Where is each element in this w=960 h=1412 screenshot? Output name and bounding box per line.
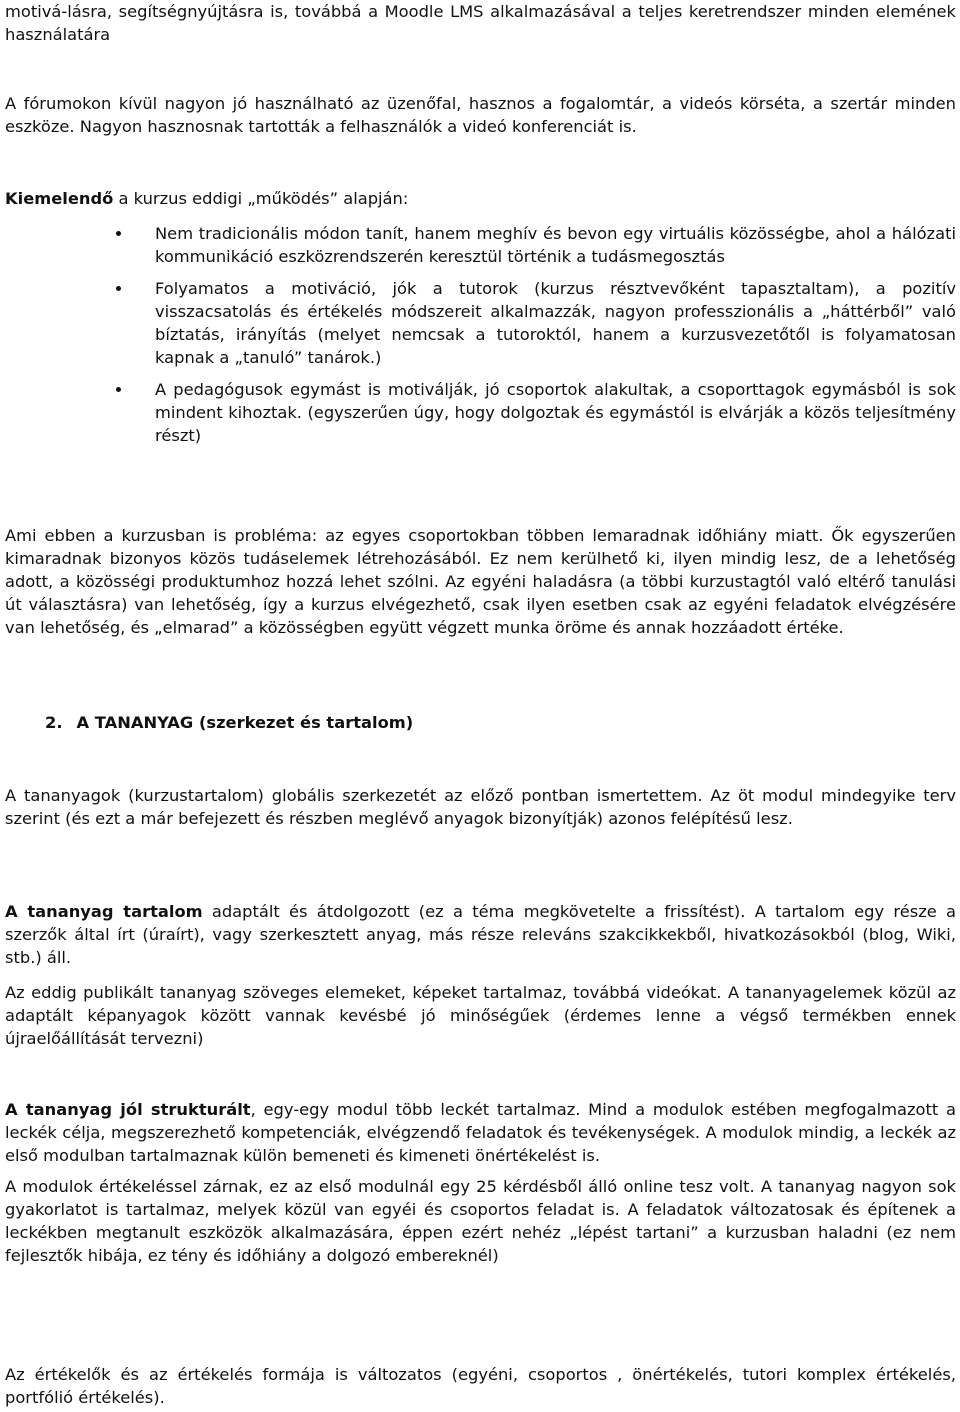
list-item <box>5 222 956 268</box>
intro-paragraph-1: motivá-lásra, segítségnyújtásra is, továbbá a Moodle LMS alkalmazásával a teljes keretrendszer minden elemének használatára <box>5 2 956 44</box>
highlight-bullet-list <box>5 222 956 447</box>
highlight-lead-rest: a kurzus eddigi „működés” alapján: <box>113 189 409 208</box>
bullet-dot <box>116 231 121 236</box>
highlight-lead-bold: Kiemelendő <box>5 189 114 208</box>
evaluators-paragraph: Az értékelők és az értékelés formája is változatos (egyéni, csoportos , önértékelés, tutori komplex értékelés, portfólió értékelés). <box>5 1365 956 1407</box>
intro-paragraph-2: A fórumokon kívül nagyon jó használható az üzenőfal, hasznos a fogalomtár, a videós körséta, a szertár minden eszköze. Nagyon hasznosnak tartották a felhasználók a videó konferenciát is. <box>5 94 956 136</box>
list-item-text: A pedagógusok egymást is motiválják, jó csoportok alakultak, a csoporttagok egymásból is sok mindent kihoztak. (egyszerűen úgy, hogy dolgoztak és egymástól is elvárják a közös teljesítmény részt) <box>155 380 956 445</box>
content-rest: adaptált és átdolgozott (ez a téma megkövetelte a frissítést). A tartalom egy része a szerzők által írt (úraírt), vagy szerkesztett anyag, más része releváns szakcikkekből, hivatkozásokból (blog, Wiki, stb.) áll. <box>5 902 956 967</box>
content-paragraph <box>5 900 956 969</box>
section-number: 2. <box>45 713 63 732</box>
content-lead-bold: A tananyag tartalom <box>5 902 203 921</box>
list-item-text: Nem tradicionális módon tanít, hanem meghív és bevon egy virtuális közösségbe, ahol a hálózati kommunikáció eszközrendszerén keresztül történik a tudásmegosztás <box>155 224 956 266</box>
bullet-dot <box>116 286 121 291</box>
section-title: A TANANYAG (szerkezet és tartalom) <box>76 713 414 732</box>
structured-lead-bold: A tananyag jól strukturált <box>5 1100 251 1119</box>
list-item <box>5 378 956 447</box>
section-heading <box>45 711 413 734</box>
structured-paragraph <box>5 1098 956 1167</box>
published-paragraph: Az eddig publikált tananyag szöveges elemeket, képeket tartalmaz, továbbá videókat. A tananyagelemek közül az adaptált képanyagok között vannak kevésbé jó minőségűek (érdemes lenne a végső termékben ennek újraelőállítását tervezni) <box>5 983 956 1048</box>
assessment-paragraph: A modulok értékeléssel zárnak, ez az első modulnál egy 25 kérdésből álló online tesz volt. A tananyag nagyon sok gyakorlatot is tartalmaz, melyek közül van egyéi és csoportos feladat is. A feladatok változatosak és építenek a leckékben megtanult eszközök alkalmazására, éppen ezért nehéz „lépést tartani” a kurzusban haladni (ez nem fejlesztők hibája, ez tény és időhiány a dolgozó embereknél) <box>5 1177 956 1265</box>
structure-paragraph: A tananyagok (kurzustartalom) globális szerkezetét az előző pontban ismertettem. Az öt modul mindegyike terv szerint (és ezt a már befejezett és részben meglévő anyagok bizonyítják) azonos felépítésű lesz. <box>5 786 956 828</box>
structured-rest: , egy-egy modul több leckét tartalmaz. Mind a modulok estében megfogalmazott a leckék célja, megszerezhető kompetenciák, elvégzendő feladatok és tevékenységek. A modulok mindig, a leckék az első modulban tartalmaznak külön bemeneti és kimeneti önértékelést is. <box>5 1100 956 1165</box>
problem-paragraph: Ami ebben a kurzusban is probléma: az egyes csoportokban többen lemaradnak időhiány miatt. Ők egyszerűen kimaradnak bizonyos közös tudáselemek létrehozásából. Ez nem kerülhető ki, ilyen mindig lesz, de a lehetőség adott, a közösségi produktumhoz hozzá lehet szólni. Az egyéni haladásra (a többi kurzustagtól való eltérő tanulási út választásra) van lehetőség, így a kurzus elvégezhető, csak ilyen esetben csak az egyéni feladatok elvégzésére van lehetőség, és „elmarad” a közösségben együtt végzett munka öröme és annak hozzáadott értéke. <box>5 526 956 637</box>
list-item-text: Folyamatos a motiváció, jók a tutorok (kurzus résztvevőként tapasztaltam), a pozitív visszacsatolás és értékelés módszereit alkalmazzák, nagyon professzionális a „háttérből” való bíztatás, irányítás (melyet nemcsak a tutoroktól, hanem a kurzusvezetőtől is folyamatosan kapnak a „tanuló” tanárok.) <box>155 279 956 367</box>
list-item <box>5 277 956 369</box>
highlight-lead <box>5 187 956 210</box>
bullet-dot <box>116 387 121 392</box>
